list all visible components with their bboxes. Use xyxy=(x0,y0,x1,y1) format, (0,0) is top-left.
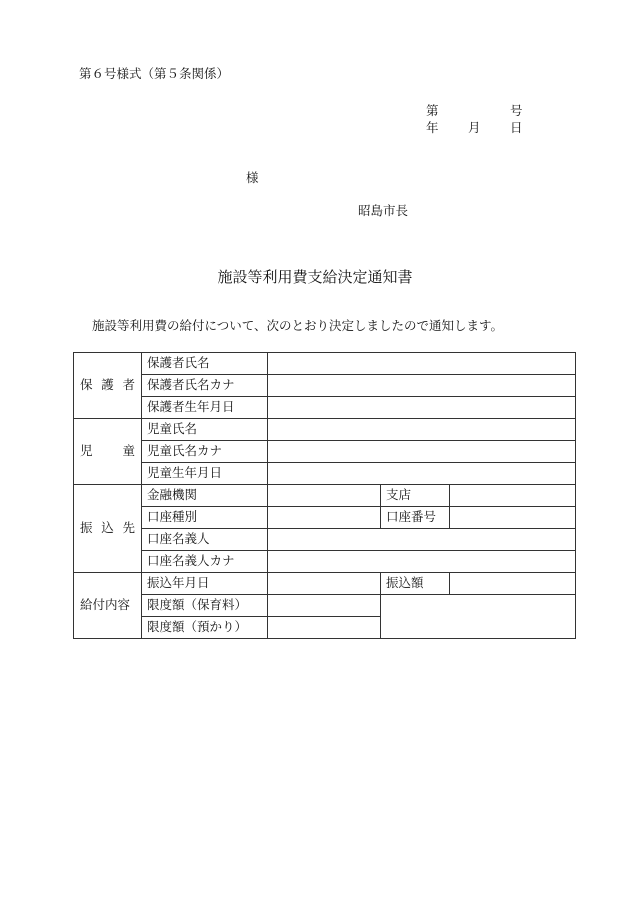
child-group-label: 児 童 xyxy=(74,419,142,485)
table-row xyxy=(74,397,576,419)
benefit-group-label: 給付内容 xyxy=(74,573,142,639)
child-name-kana-label: 児童氏名カナ xyxy=(142,441,268,463)
account-holder-field[interactable] xyxy=(268,529,576,551)
child-name-label: 児童氏名 xyxy=(142,419,268,441)
body-text: 施設等利用費の給付について、次のとおり決定しましたので通知します。 xyxy=(92,318,504,333)
transfer-amount-label: 振込額 xyxy=(381,573,450,595)
date-year-label: 年 xyxy=(426,120,439,135)
guardian-name-kana-field[interactable] xyxy=(268,375,576,397)
table-row xyxy=(74,551,576,573)
table-row xyxy=(74,375,576,397)
table-row xyxy=(74,463,576,485)
guardian-name-kana-label: 保護者氏名カナ xyxy=(142,375,268,397)
guardian-name-label: 保護者氏名 xyxy=(142,353,268,375)
transfer-group-label: 振 込 先 xyxy=(74,485,142,573)
document-number-label: 第 xyxy=(426,103,439,118)
transfer-date-field[interactable] xyxy=(268,573,381,595)
guardian-group-label: 保 護 者 xyxy=(74,353,142,419)
guardian-birthdate-label: 保護者生年月日 xyxy=(142,397,268,419)
account-number-label: 口座番号 xyxy=(381,507,450,529)
child-name-field[interactable] xyxy=(268,419,576,441)
date-day-label: 日 xyxy=(510,120,523,135)
limit-childcare-label: 限度額（保育料） xyxy=(142,595,268,617)
table-row xyxy=(74,595,576,617)
account-holder-kana-label: 口座名義人カナ xyxy=(142,551,268,573)
bank-label: 金融機関 xyxy=(142,485,268,507)
benefit-blank-cell xyxy=(381,595,576,639)
table-row xyxy=(74,573,576,595)
account-type-label: 口座種別 xyxy=(142,507,268,529)
limit-temporary-field[interactable] xyxy=(268,617,381,639)
limit-temporary-label: 限度額（預かり） xyxy=(142,617,268,639)
guardian-birthdate-field[interactable] xyxy=(268,397,576,419)
form-number: 第６号様式（第５条関係） xyxy=(79,66,230,81)
document-number-suffix: 号 xyxy=(510,103,523,118)
document-title: 施設等利用費支給決定通知書 xyxy=(217,268,413,286)
guardian-name-field[interactable] xyxy=(268,353,576,375)
account-holder-kana-field[interactable] xyxy=(268,551,576,573)
branch-label: 支店 xyxy=(381,485,450,507)
issuer-name: 昭島市長 xyxy=(358,203,409,218)
account-number-field[interactable] xyxy=(450,507,576,529)
table-row xyxy=(74,419,576,441)
table-row xyxy=(74,529,576,551)
table-row xyxy=(74,441,576,463)
notice-table xyxy=(73,352,576,639)
recipient-honorific: 様 xyxy=(246,170,259,185)
transfer-date-label: 振込年月日 xyxy=(142,573,268,595)
limit-childcare-field[interactable] xyxy=(268,595,381,617)
date-month-label: 月 xyxy=(468,120,481,135)
child-birthdate-label: 児童生年月日 xyxy=(142,463,268,485)
account-holder-label: 口座名義人 xyxy=(142,529,268,551)
table-row xyxy=(74,507,576,529)
table-row xyxy=(74,353,576,375)
table-row xyxy=(74,485,576,507)
bank-field[interactable] xyxy=(268,485,381,507)
child-name-kana-field[interactable] xyxy=(268,441,576,463)
transfer-amount-field[interactable] xyxy=(450,573,576,595)
child-birthdate-field[interactable] xyxy=(268,463,576,485)
account-type-field[interactable] xyxy=(268,507,381,529)
branch-field[interactable] xyxy=(450,485,576,507)
